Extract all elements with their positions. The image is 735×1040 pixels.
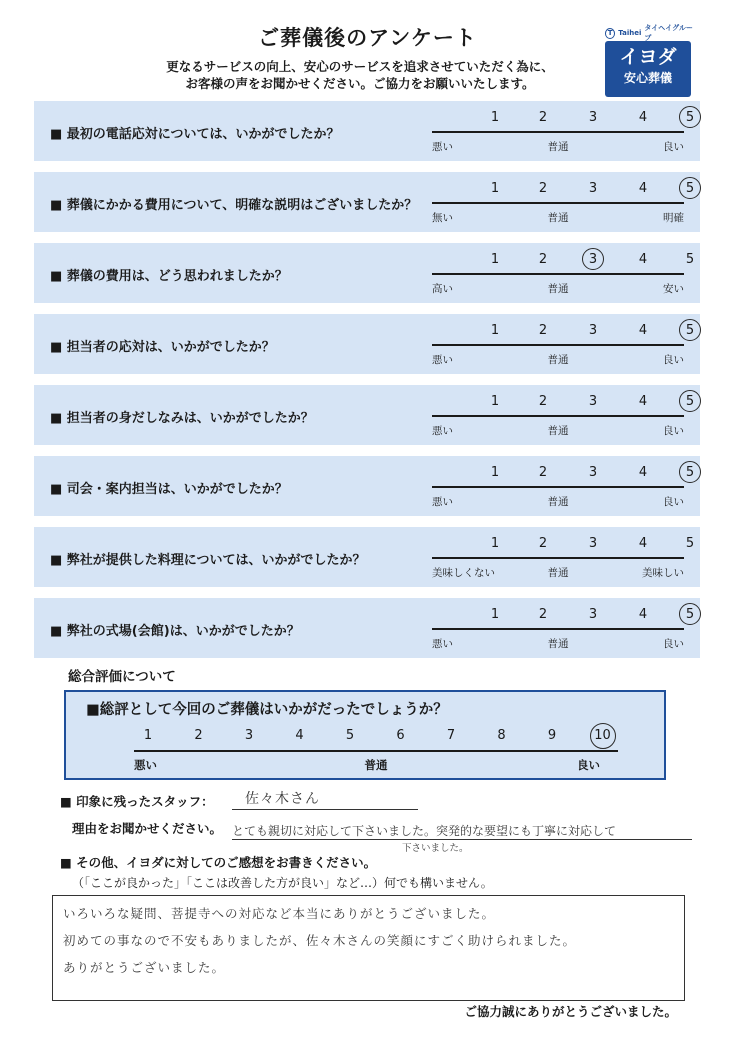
rating-option-4[interactable]: 4 [638, 536, 648, 551]
scale-bar [432, 557, 684, 559]
overall-high-label: 良い [577, 758, 600, 772]
overall-option-9[interactable]: 9 [547, 728, 557, 743]
scale-mid-label: 普通 [547, 354, 569, 366]
rating-option-4[interactable]: 4 [638, 607, 648, 622]
scale-mid-label: 普通 [547, 425, 569, 437]
scale-low-label: 悪い [432, 354, 453, 366]
overall-low-label: 悪い [134, 758, 157, 772]
question-row [34, 243, 700, 303]
rating-option-1[interactable]: 1 [490, 394, 500, 409]
question-row [34, 598, 700, 658]
scale-low-label: 悪い [432, 141, 453, 153]
overall-mid-label: 普通 [364, 758, 388, 772]
rating-option-5[interactable]: 5 [685, 252, 695, 267]
question-row [34, 101, 700, 161]
overall-question: ■総評として今回のご葬儀はいかがだったでしょうか？ [86, 702, 448, 718]
question-row [34, 172, 700, 232]
company-logo [605, 24, 695, 97]
scale-high-label: 美味しい [642, 567, 684, 579]
rating-option-5[interactable]: 5 [685, 110, 695, 125]
question-text: ■ 最初の電話応対については、いかがでしたか？ [50, 127, 340, 142]
rating-option-3[interactable]: 3 [588, 181, 598, 196]
scale-mid-label: 普通 [547, 212, 569, 224]
thanks-text: ご協力誠にありがとうございました。 [464, 1004, 677, 1019]
rating-scale [432, 385, 695, 445]
rating-option-3[interactable]: 3 [588, 607, 598, 622]
rating-option-2[interactable]: 2 [538, 394, 548, 409]
staff-value[interactable]: 佐々木さん [245, 791, 320, 807]
logo-box [605, 41, 691, 97]
overall-scale-bar [134, 750, 618, 752]
scale-bar [432, 202, 684, 204]
rating-option-5[interactable]: 5 [685, 465, 695, 480]
question-text: ■ 葬儀にかかる費用について、明確な説明はございましたか？ [50, 198, 418, 213]
scale-bar [432, 415, 684, 417]
rating-option-4[interactable]: 4 [638, 252, 648, 267]
rating-option-3[interactable]: 3 [588, 465, 598, 480]
overall-option-2[interactable]: 2 [194, 728, 203, 743]
rating-option-4[interactable]: 4 [638, 465, 648, 480]
logo-main-text: イヨダ [619, 46, 677, 68]
selected-rating-circle [679, 106, 701, 128]
rating-option-5[interactable]: 5 [685, 394, 695, 409]
scale-high-label: 良い [663, 496, 684, 508]
scale-high-label: 良い [663, 141, 684, 153]
scale-bar [432, 131, 684, 133]
rating-option-2[interactable]: 2 [538, 252, 548, 267]
intro-line-1: 更なるサービスの向上、安心のサービスを追求させていただく為に、 [166, 59, 554, 74]
rating-option-3[interactable]: 3 [588, 394, 598, 409]
rating-option-2[interactable]: 2 [538, 607, 548, 622]
scale-bar [432, 486, 684, 488]
rating-scale [432, 172, 695, 232]
logo-sub-text: 安心葬儀 [623, 71, 672, 85]
comment-line-1: いろいろな疑問、菩提寺への対応など本当にありがとうございました。 [63, 906, 496, 921]
scale-bar [432, 344, 684, 346]
scale-bar [432, 628, 684, 630]
rating-option-2[interactable]: 2 [538, 536, 548, 551]
staff-label: ■ 印象に残ったスタッフ： [60, 794, 214, 809]
rating-option-1[interactable]: 1 [490, 252, 500, 267]
logo-group-line [605, 24, 695, 42]
scale-low-label: 高い [432, 283, 453, 295]
scale-mid-label: 普通 [547, 496, 569, 508]
question-text: ■ 弊社の式場(会館)は、いかがでしたか？ [50, 624, 300, 639]
scale-low-label: 悪い [432, 496, 453, 508]
rating-option-1[interactable]: 1 [490, 465, 500, 480]
scale-high-label: 良い [663, 354, 684, 366]
rating-option-2[interactable]: 2 [538, 110, 548, 125]
comment-box[interactable] [52, 895, 685, 1001]
question-text: ■ 司会・案内担当は、いかがでしたか？ [50, 482, 288, 497]
rating-scale [432, 314, 695, 374]
rating-scale [432, 456, 695, 516]
page-title: ご葬儀後のアンケート [258, 26, 477, 50]
overall-heading: 総合評価について [68, 669, 176, 685]
scale-mid-label: 普通 [547, 638, 569, 650]
rating-option-4[interactable]: 4 [638, 323, 648, 338]
rating-option-5[interactable]: 5 [685, 536, 695, 551]
scale-low-label: 無い [432, 212, 453, 224]
rating-option-5[interactable]: 5 [685, 181, 695, 196]
scale-high-label: 明確 [663, 212, 684, 224]
comment-line-2: 初めての事なので不安もありましたが、佐々木さんの笑顔にすごく助けられました。 [63, 933, 577, 948]
rating-option-5[interactable]: 5 [685, 607, 695, 622]
overall-box [64, 690, 666, 780]
rating-option-3[interactable]: 3 [588, 536, 598, 551]
rating-option-1[interactable]: 1 [490, 607, 500, 622]
question-text: ■ 弊社が提供した料理については、いかがでしたか？ [50, 553, 366, 568]
selected-rating-circle [679, 461, 701, 483]
overall-option-3[interactable]: 3 [244, 728, 254, 743]
rating-option-3[interactable]: 3 [588, 323, 598, 338]
reason-label: 理由をお聞かせください。 [72, 821, 223, 836]
selected-rating-circle [582, 248, 604, 270]
scale-low-label: 悪い [432, 425, 453, 437]
comment-line-3: ありがとうございました。 [63, 960, 226, 975]
rating-option-2[interactable]: 2 [538, 181, 548, 196]
logo-brand: Taihei [618, 29, 642, 37]
rating-option-4[interactable]: 4 [638, 110, 648, 125]
rating-option-3[interactable]: 3 [588, 252, 598, 267]
staff-underline [232, 809, 418, 810]
scale-mid-label: 普通 [547, 283, 569, 295]
selected-rating-circle [679, 319, 701, 341]
rating-option-1[interactable]: 1 [490, 536, 500, 551]
rating-option-5[interactable]: 5 [685, 323, 695, 338]
overall-option-4[interactable]: 4 [295, 728, 304, 743]
overall-scale [134, 728, 634, 778]
overall-option-8[interactable]: 8 [497, 728, 506, 743]
scale-mid-label: 普通 [547, 141, 569, 153]
rating-scale [432, 243, 695, 303]
rating-option-4[interactable]: 4 [638, 394, 648, 409]
comments-label: ■ その他、イヨダに対してのご感想をお書きください。 [60, 855, 377, 870]
overall-option-7[interactable]: 7 [446, 728, 456, 743]
intro-line-2: お客様の声をお聞かせください。ご協力をお願いいたします。 [185, 76, 535, 91]
scale-high-label: 良い [663, 638, 684, 650]
rating-scale [432, 101, 695, 161]
overall-option-1[interactable]: 1 [143, 728, 153, 743]
scale-low-label: 悪い [432, 638, 453, 650]
rating-scale [432, 598, 695, 658]
overall-option-10[interactable]: 10 [594, 728, 611, 743]
overall-selected-circle [590, 723, 616, 749]
rating-option-1[interactable]: 1 [490, 323, 500, 338]
scale-bar [432, 273, 684, 275]
question-row [34, 385, 700, 445]
rating-option-2[interactable]: 2 [538, 323, 548, 338]
scale-high-label: 安い [663, 283, 684, 295]
question-row [34, 527, 700, 587]
comments-hint: （「ここが良かった」「ここは改善した方が良い」など…）何でも構いません。 [72, 876, 493, 890]
overall-option-5[interactable]: 5 [345, 728, 355, 743]
scale-high-label: 良い [663, 425, 684, 437]
logo-group: タイヘイグループ [644, 24, 693, 42]
question-row [34, 456, 700, 516]
question-text: ■ 担当者の身だしなみは、いかがでしたか？ [50, 411, 314, 426]
selected-rating-circle [679, 603, 701, 625]
rating-scale [432, 527, 695, 587]
selected-rating-circle [679, 390, 701, 412]
rating-option-1[interactable]: 1 [490, 181, 500, 196]
question-text: ■ 葬儀の費用は、どう思われましたか？ [50, 269, 288, 284]
scale-low-label: 美味しくない [432, 567, 495, 579]
question-row [34, 314, 700, 374]
rating-option-3[interactable]: 3 [588, 110, 598, 125]
rating-option-2[interactable]: 2 [538, 465, 548, 480]
overall-option-6[interactable]: 6 [396, 728, 405, 743]
taihei-mark-icon: T [605, 28, 615, 39]
intro-text [100, 58, 620, 92]
rating-option-1[interactable]: 1 [490, 110, 500, 125]
reason-value-cont[interactable]: 下さいました。 [402, 843, 469, 854]
question-text: ■ 担当者の応対は、いかがでしたか？ [50, 340, 275, 355]
rating-option-4[interactable]: 4 [638, 181, 648, 196]
scale-mid-label: 普通 [547, 567, 569, 579]
selected-rating-circle [679, 177, 701, 199]
reason-value[interactable]: とても親切に対応して下さいました。突発的な要望にも丁寧に対応して [232, 824, 617, 838]
